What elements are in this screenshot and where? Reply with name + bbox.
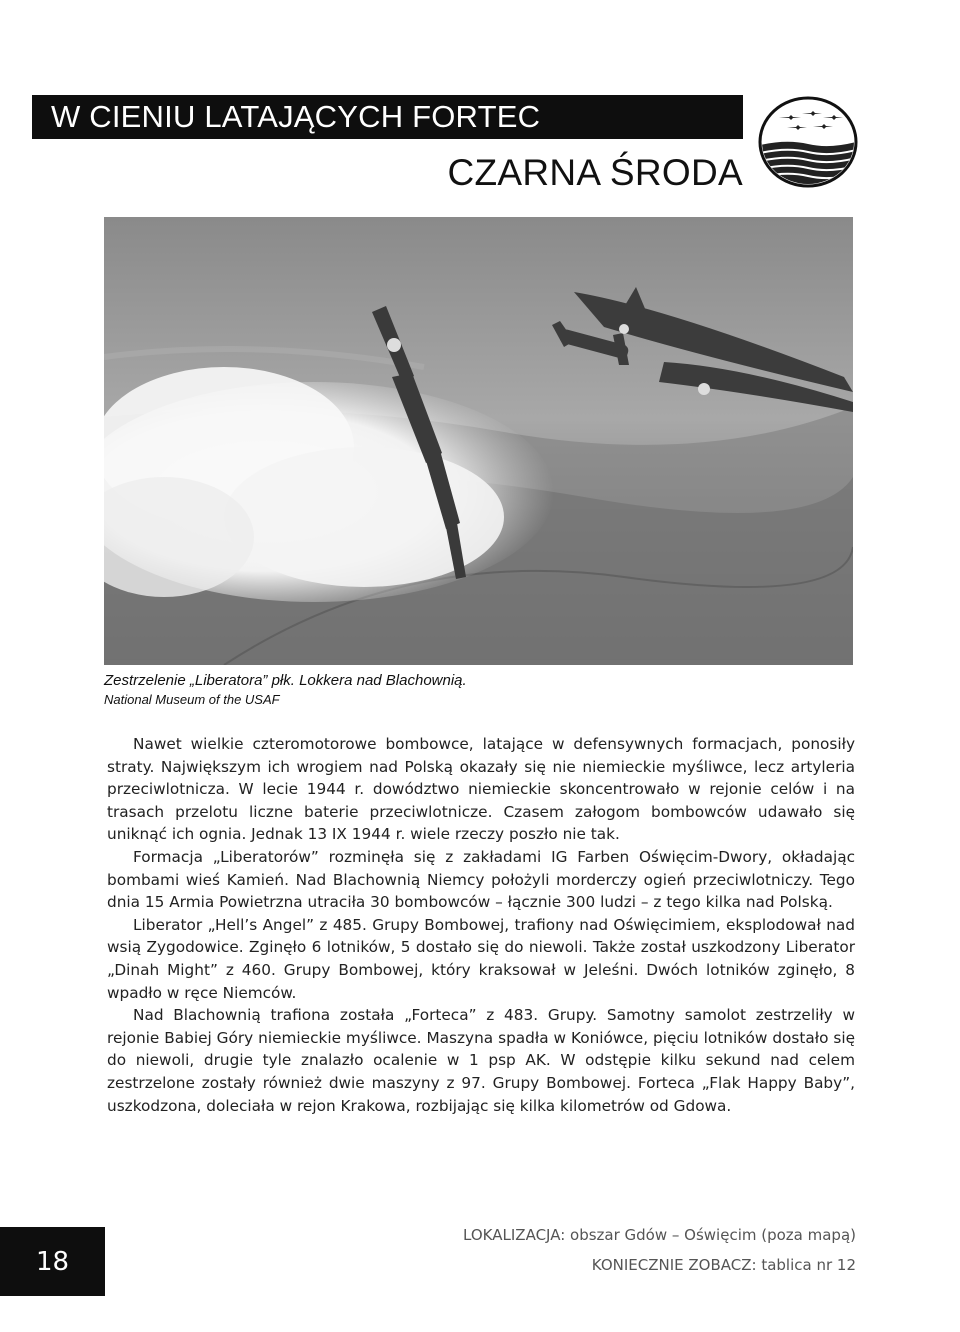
paragraph: Formacja „Liberatorów” rozminęła się z zakładami IG Farben Oświęcim-Dwory, okładając bombami wieś Kamień. Nad Blachownią Niemcy położyli morderczy ogień przeciwlotniczy. Tego dnia 15 Armia Powietrzna utraciła 30 bombowców – łącznie 300 ludzi – z tego kilka nad Polską. — [107, 847, 855, 912]
series-title: W CIENIU LATAJĄCYCH FORTEC — [51, 99, 541, 134]
series-title-bar — [32, 95, 743, 139]
chapter-title: CZARNA ŚRODA — [447, 152, 743, 193]
see-also-note: KONIECZNIE ZOBACZ: tablica nr 12 — [591, 1256, 856, 1274]
article-body — [107, 733, 855, 1117]
page-number-box — [0, 1227, 105, 1296]
photo-bomber-shot-down — [104, 217, 853, 665]
paragraph: Nawet wielkie czteromotorowe bombowce, latające w defensywnych formacjach, ponosiły straty. Największym ich wrogiem nad Polską okazały się nie niemieckie myśliwce, lecz artyleria przeciwlotnicza. W lecie 1944 r. dowództwo niemieckie skoncentrowało w rejonie celów i na trasach przelotu liczne baterie przeciwlotnicze. Czasem załogom bombowców udawało się uniknąć ich ognia. Jednak 13 IX 1944 r. wiele rzeczy poszło nie tak. — [107, 735, 855, 844]
page-number: 18 — [35, 1246, 70, 1277]
photo-credit: National Museum of the USAF — [104, 692, 280, 707]
paragraph: Nad Blachownią trafiona została „Forteca” z 483. Grupy. Samotny samolot zestrzeliły w rejonie Babiej Góry niemieckie myśliwce. Maszyna spadła w Koniówce, pięciu lotników dostało się do niewoli, drugie tyle znalazło ocalenie w 1 psp AK. W odstępie kilku sekund nad celem zestrzelone zostały również dwie maszyny z 97. Grupy Bombowej. Forteca „Flak Happy Baby”, uszkodzona, doleciała w rejon Krakowa, rozbijając się kilka kilometrów od Gdowa. — [107, 1006, 855, 1115]
emblem-logo — [757, 95, 859, 189]
location-note: LOKALIZACJA: obszar Gdów – Oświęcim (poza mapą) — [463, 1226, 856, 1244]
photo-caption: Zestrzelenie „Liberatora” płk. Lokkera nad Blachownią. — [104, 672, 467, 689]
paragraph: Liberator „Hell’s Angel” z 485. Grupy Bombowej, trafiony nad Oświęcimiem, eksplodował nad wsią Zygodowice. Zginęło 6 lotników, 5 dostało się do niewoli. Także został uszkodzony Liberator „Dinah Might” z 460. Grupy Bombowej, który kraksował w Jeleśni. Dwóch lotników zginęło, 8 wpadło w ręce Niemców. — [107, 915, 855, 1002]
